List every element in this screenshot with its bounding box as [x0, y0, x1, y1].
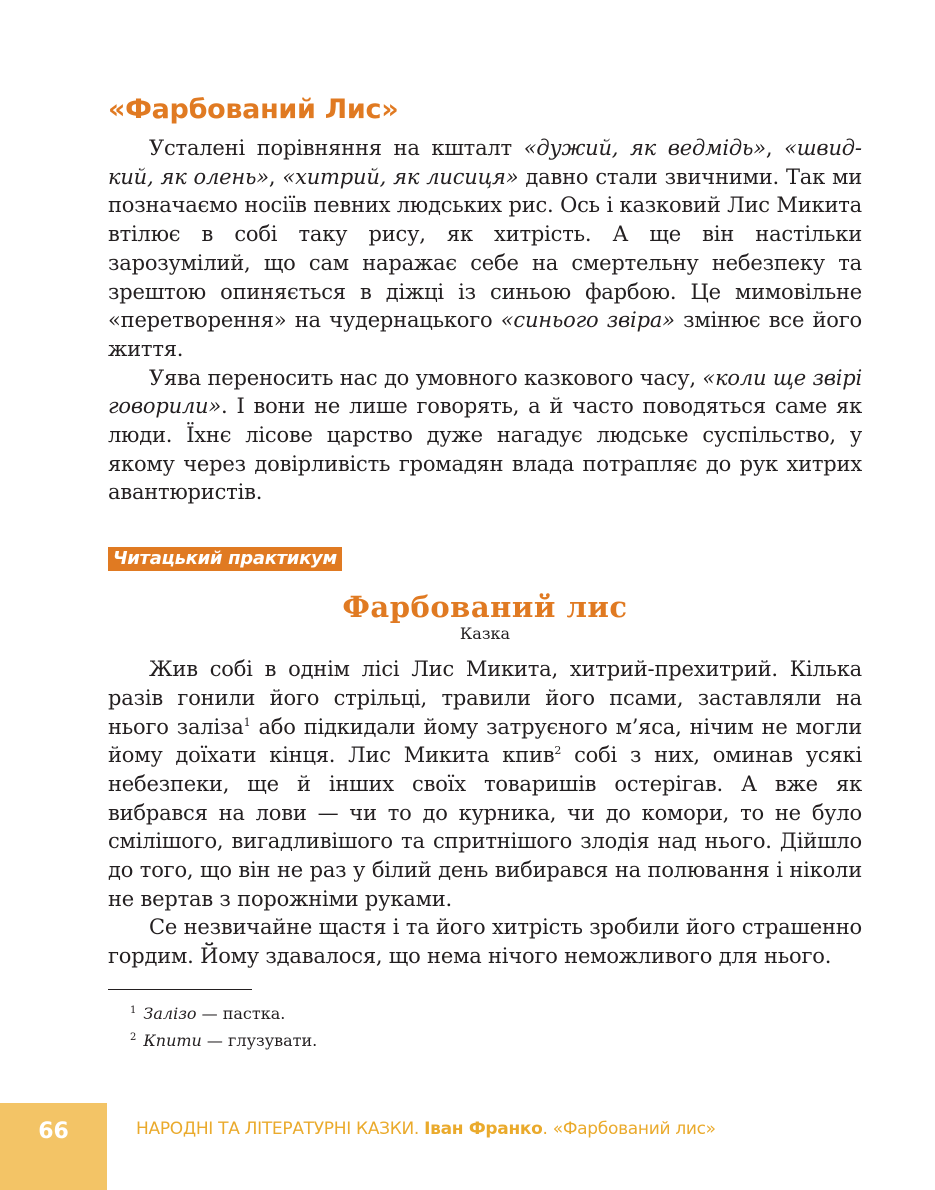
footnote [130, 1026, 862, 1053]
footnote-divider [108, 989, 252, 990]
running-footer [136, 1119, 716, 1139]
italic-quote: «коли ще звірі говорили» [108, 365, 862, 419]
text-run: Жив собі в однім лісі Лис Микита, хитрий-прехитрий. Кілька разів гонили його стрільці, травили його псами, заставляли на нього заліза [108, 657, 862, 739]
footnote-term: Кпити [143, 1030, 202, 1050]
story-subtitle: Казка [459, 624, 511, 644]
running-footer-author: Іван Франко [424, 1119, 543, 1139]
footnote-number: 1 [130, 1004, 137, 1016]
footnotes [108, 999, 862, 1053]
italic-quote: «синього звіра» [500, 308, 675, 333]
story-body [108, 655, 862, 971]
footnote-ref: 2 [554, 744, 562, 758]
footnote-number: 2 [130, 1031, 137, 1043]
page-footer [0, 1103, 935, 1190]
text-run: , [765, 136, 785, 160]
running-footer-work: . «Фарбований лис» [542, 1119, 716, 1139]
text-run: або підкидали йому затруєного м’яса, нічим не могли йому доїхати кінця. Лис Микита кпив [108, 714, 862, 768]
text-run: , [268, 164, 283, 189]
footnote-definition: — пастка. [196, 1003, 286, 1023]
story-paragraph [108, 655, 862, 913]
italic-quote: «швидкий, як олень» [108, 136, 862, 189]
italic-quote: «дужий, як ведмідь» [523, 136, 766, 160]
text-run: давно стали звичними. Так ми позначаємо носіїв певних людських рис. Ось і казковий Лис Микита втілює в собі таку рису, як хитрість. А ще він настільки зарозумілий, що сам наражає себе на смертельну небезпеку та зрештою опиняється в діжці із синьою фарбою. Це мимовільне «перетворення» на чудернацького [108, 164, 862, 333]
text-run: . І вони не лише говорять, а й часто поводяться саме як люди. Їхнє лісове царство дуже нагадує людське суспільство, у якому через довірливість громадян влада потрапляє до рук хитрих авантюристів. [108, 394, 862, 505]
page-content [108, 88, 862, 1053]
section-paragraph [108, 134, 862, 364]
italic-quote: «хитрий, як лисиця» [282, 164, 519, 189]
reading-practicum-badge-wrap [108, 547, 862, 573]
section-body [108, 134, 862, 507]
running-footer-section: НАРОДНІ ТА ЛІТЕРАТУРНІ КАЗКИ. [136, 1119, 425, 1139]
footnote-ref: 1 [243, 715, 251, 729]
section-paragraph [108, 364, 862, 508]
story-title: Фарбований лис [342, 590, 628, 625]
page-number-box [0, 1103, 107, 1190]
section-title: «Фарбований Лис» [108, 94, 399, 125]
footnote-term: Залізо [143, 1003, 197, 1023]
footnote [130, 999, 862, 1026]
reading-practicum-badge: Читацький практикум [108, 547, 342, 571]
text-run: Се незвичайне щастя і та його хитрість зробили його страшенно гордим. Йому здавалося, що нема нічого неможливого для нього. [108, 915, 862, 969]
text-run: Усталені порівняння на кшталт [149, 136, 524, 160]
text-run: собі з них, оминав усякі небезпеки, ще й інших своїх товаришів остерігав. А вже як вибрався на лови — чи то до курника, чи до комори, то не було смілішого, вигадливішого та спритнішого злодія над нього. Дійшло до того, що він не раз у білий день вибирався на полювання і ніколи не вертав з порожніми руками. [108, 743, 862, 911]
story-paragraph [108, 913, 862, 970]
page-number: 66 [38, 1119, 69, 1144]
text-run: змінює все його життя. [108, 308, 862, 361]
footnote-definition: — глузувати. [201, 1030, 318, 1050]
text-run: Уява переносить нас до умовного казкового часу, [149, 365, 703, 390]
